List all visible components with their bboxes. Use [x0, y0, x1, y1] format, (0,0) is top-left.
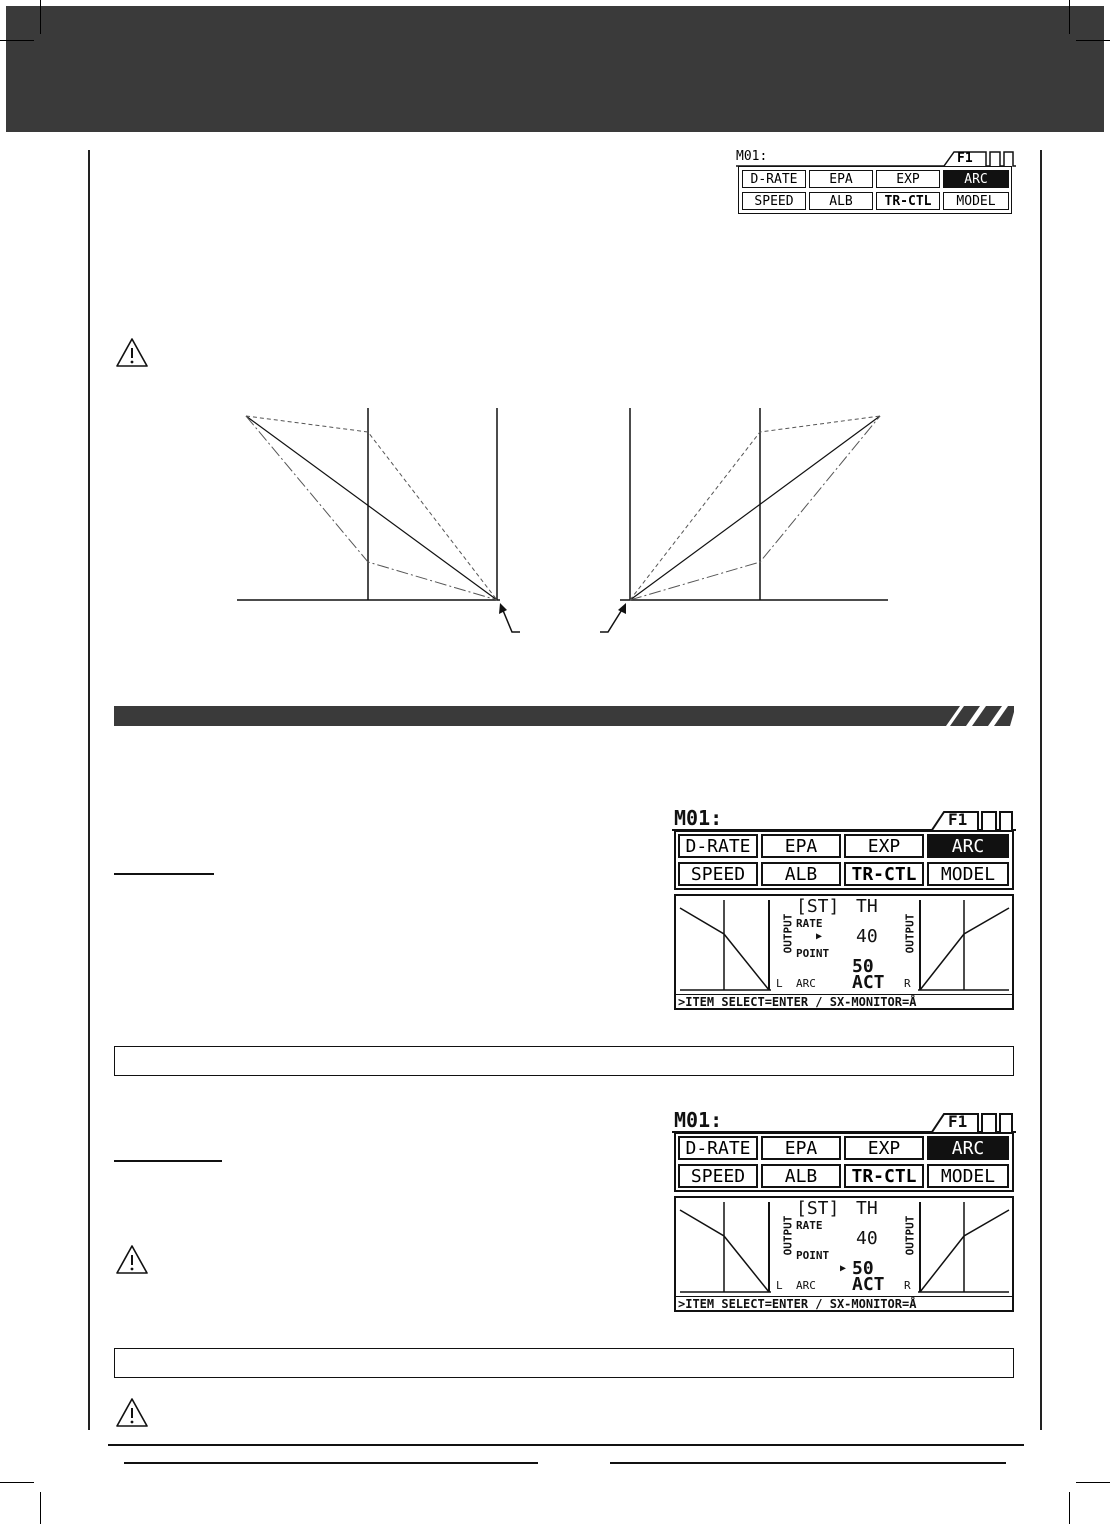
- crop-mark: [1076, 1482, 1110, 1483]
- tab-f1[interactable]: F1: [948, 1112, 968, 1131]
- arc-label: ARC: [796, 1279, 816, 1292]
- point-label[interactable]: POINT: [796, 947, 830, 960]
- left-margin-line: [88, 150, 90, 1430]
- channel-label: [ST]: [796, 1198, 840, 1219]
- menu-btn-exp[interactable]: EXP: [876, 170, 940, 188]
- lcd-left-graph: [678, 898, 773, 994]
- crop-mark: [40, 1492, 41, 1524]
- left-label: L: [776, 1279, 783, 1292]
- arc-curve-diagram: [220, 400, 900, 670]
- crop-mark: [0, 40, 34, 41]
- menu-btn-model[interactable]: MODEL: [927, 862, 1009, 886]
- menu-btn-model[interactable]: MODEL: [927, 1164, 1009, 1188]
- crop-mark: [0, 1482, 34, 1483]
- lcd-screen: [674, 894, 1014, 1010]
- menu-btn-epa[interactable]: EPA: [761, 834, 841, 858]
- crop-mark: [1069, 0, 1070, 34]
- tab-outline: [736, 148, 1016, 168]
- left-curve-graph: [237, 408, 500, 600]
- menu-btn-arc[interactable]: ARC: [927, 834, 1009, 858]
- model-label: M01:: [736, 149, 768, 164]
- menu-btn-speed[interactable]: SPEED: [678, 1164, 758, 1188]
- warning-icon: [114, 1396, 150, 1430]
- warning-icon: [114, 336, 150, 370]
- lcd-footer: >ITEM SELECT=ENTER / SX-MONITOR=Å: [678, 995, 917, 1009]
- menu-btn-tr-ctl[interactable]: TR-CTL: [844, 1164, 924, 1188]
- rate-value[interactable]: 40: [856, 1228, 878, 1249]
- section-divider-bar: [114, 706, 1014, 726]
- crop-mark: [1069, 1492, 1070, 1524]
- crop-mark: [1076, 40, 1110, 41]
- output-label: OUTPUT: [903, 913, 917, 954]
- menu-btn-alb[interactable]: ALB: [761, 1164, 841, 1188]
- lcd-footer: >ITEM SELECT=ENTER / SX-MONITOR=Å: [678, 1297, 917, 1311]
- menu-btn-epa[interactable]: EPA: [809, 170, 873, 188]
- crop-mark: [40, 0, 41, 34]
- menu-btn-alb[interactable]: ALB: [809, 192, 873, 210]
- model-label: M01:: [674, 1108, 723, 1132]
- lcd-screen: [674, 1196, 1014, 1312]
- act-label: ACT: [852, 972, 885, 993]
- throttle-label: TH: [856, 1198, 878, 1219]
- heading-underline: [114, 1160, 222, 1162]
- output-label: OUTPUT: [781, 913, 795, 954]
- menu-btn-exp[interactable]: EXP: [844, 834, 924, 858]
- tab-f1[interactable]: F1: [948, 810, 968, 829]
- menu-btn-tr-ctl[interactable]: TR-CTL: [844, 862, 924, 886]
- lcd-panel-point: [672, 1108, 1016, 1314]
- arc-label: ARC: [796, 977, 816, 990]
- lcd-panel-rate: [672, 806, 1016, 1012]
- footer-rule-left: [124, 1462, 538, 1464]
- rate-label[interactable]: RATE: [796, 1219, 823, 1232]
- act-label: ACT: [852, 1274, 885, 1295]
- throttle-label: TH: [856, 896, 878, 917]
- lcd-right-graph: [916, 898, 1011, 994]
- model-label: M01:: [674, 806, 723, 830]
- info-box: [114, 1046, 1014, 1076]
- menu-btn-d-rate[interactable]: D-RATE: [742, 170, 806, 188]
- right-margin-line: [1040, 150, 1042, 1430]
- info-box: [114, 1348, 1014, 1378]
- channel-label: [ST]: [796, 896, 840, 917]
- menu-btn-arc[interactable]: ARC: [943, 170, 1009, 188]
- arrow-icon: [499, 603, 520, 632]
- menu-btn-d-rate[interactable]: D-RATE: [678, 1136, 758, 1160]
- menu-btn-tr-ctl[interactable]: TR-CTL: [876, 192, 940, 210]
- menu-btn-arc[interactable]: ARC: [927, 1136, 1009, 1160]
- point-value[interactable]: 50: [852, 1258, 874, 1279]
- arrow-icon: [600, 603, 626, 632]
- right-label: R: [904, 1279, 911, 1292]
- lcd-right-graph: [916, 1200, 1011, 1296]
- cursor-icon: ▶: [840, 1263, 847, 1274]
- right-curve-graph: [620, 408, 888, 600]
- menu-small: [736, 148, 1016, 218]
- rate-label[interactable]: RATE: [796, 917, 823, 930]
- menu-btn-speed[interactable]: SPEED: [742, 192, 806, 210]
- menu-btn-alb[interactable]: ALB: [761, 862, 841, 886]
- page-header-bar: [6, 6, 1104, 132]
- menu-btn-speed[interactable]: SPEED: [678, 862, 758, 886]
- menu-btn-model[interactable]: MODEL: [943, 192, 1009, 210]
- heading-underline: [114, 873, 214, 875]
- point-label[interactable]: POINT: [796, 1249, 830, 1262]
- footer-rule-right: [610, 1462, 1006, 1464]
- menu-btn-exp[interactable]: EXP: [844, 1136, 924, 1160]
- left-label: L: [776, 977, 783, 990]
- warning-icon: [114, 1243, 150, 1277]
- menu-btn-epa[interactable]: EPA: [761, 1136, 841, 1160]
- menu-btn-d-rate[interactable]: D-RATE: [678, 834, 758, 858]
- lcd-left-graph: [678, 1200, 773, 1296]
- point-value[interactable]: 50: [852, 956, 874, 977]
- rate-value[interactable]: 40: [856, 926, 878, 947]
- tab-f1[interactable]: F1: [957, 151, 973, 166]
- cursor-icon: ▶: [816, 931, 823, 942]
- right-label: R: [904, 977, 911, 990]
- output-label: OUTPUT: [903, 1215, 917, 1256]
- output-label: OUTPUT: [781, 1215, 795, 1256]
- footer-rule: [108, 1444, 1024, 1446]
